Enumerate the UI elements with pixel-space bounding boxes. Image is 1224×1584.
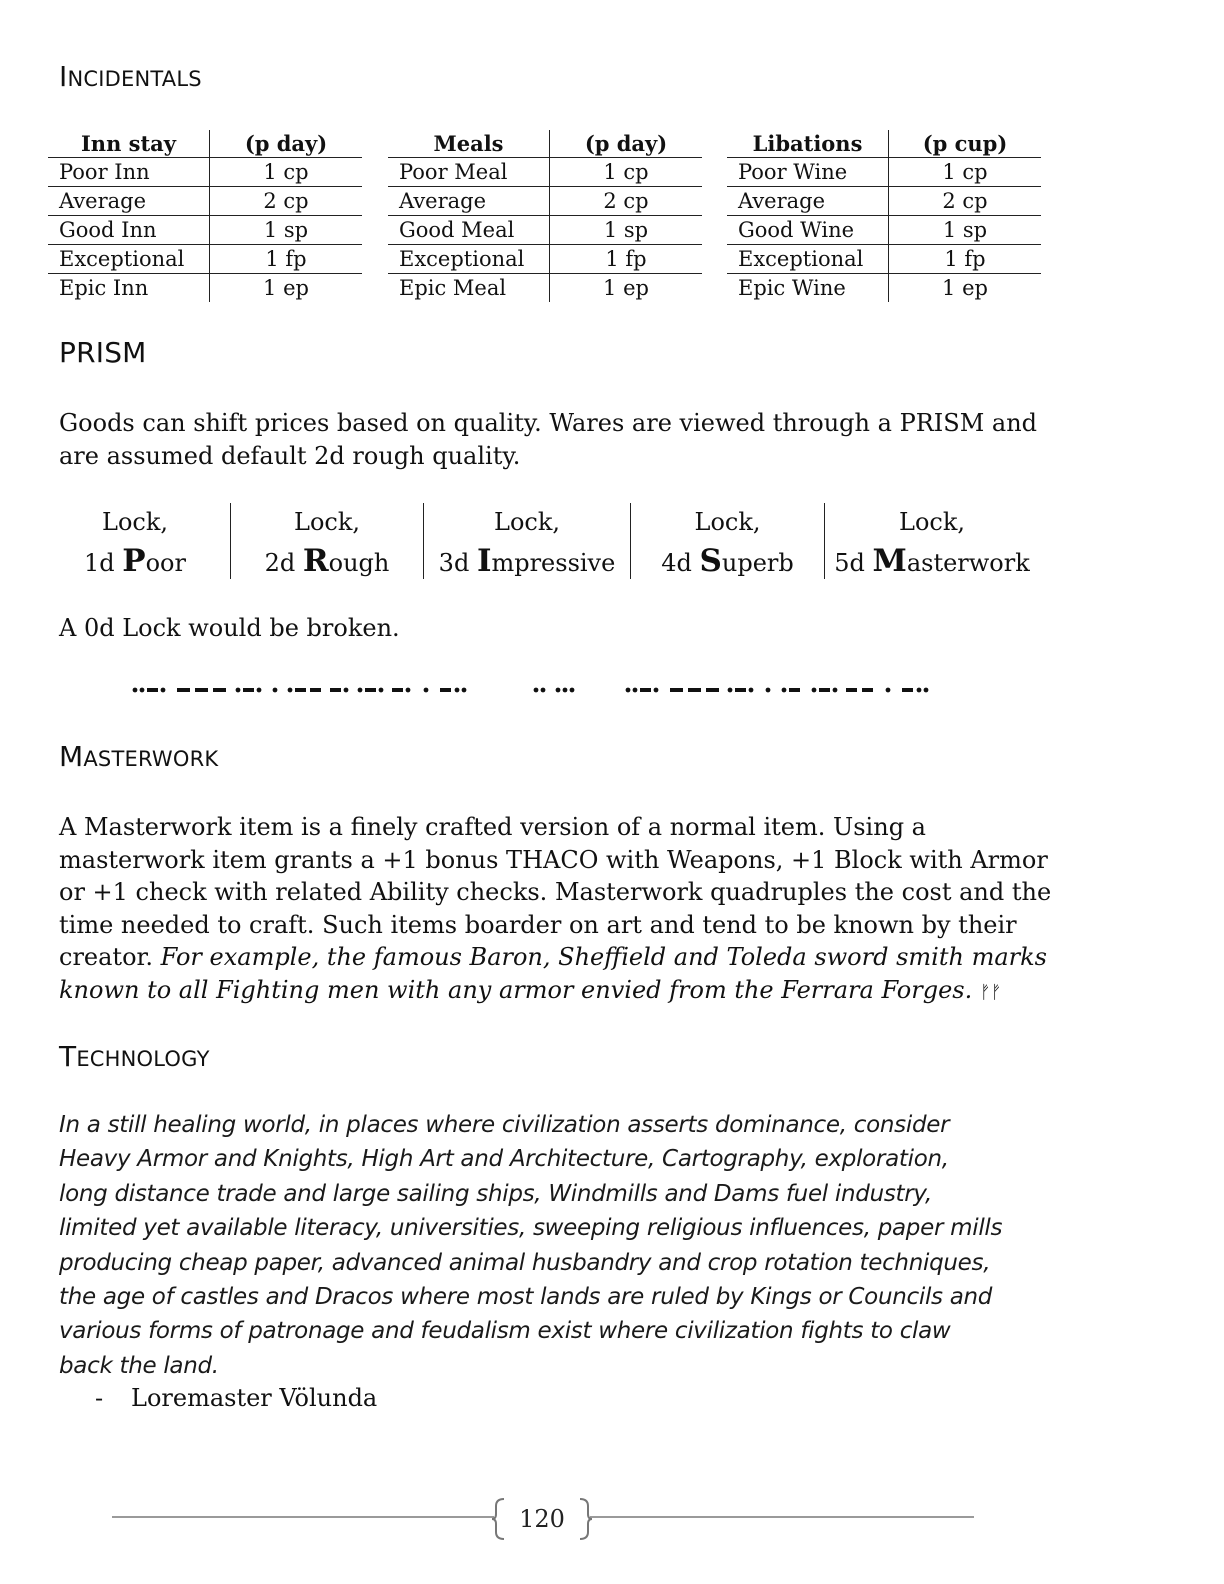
price-cell: 2 cp [210,187,363,216]
item-cell: Poor Wine [727,158,889,187]
prism-level-masterwork [824,503,1039,579]
example-text: known to all Fighting men with any armor envied from the Ferrara Forges. [59,975,973,1004]
table-row [727,216,1041,245]
inn-stay-table [48,130,362,302]
attribution-dash: - [95,1384,104,1412]
quote-line: In a still healing world, in places where civilization asserts dominance, consider [59,1112,950,1138]
rune-mark-icon: ᚠᚠ [979,981,1002,1003]
incidentals-heading: INCIDENTALS [59,60,202,93]
item-cell: Poor Meal [388,158,550,187]
item-cell: Epic Wine [727,274,889,303]
price-cell: 1 sp [210,216,363,245]
price-cell: 1 ep [942,276,988,300]
masterwork-paragraph [59,811,1051,1009]
quote-attribution [95,1384,377,1412]
item-cell: Average [388,187,550,216]
item-cell: Average [727,187,889,216]
item-cell: Poor Inn [48,158,210,187]
quote-line: Heavy Armor and Knights, High Art and Architecture, Cartography, exploration, [59,1146,949,1173]
prism-heading: PRISM [59,336,147,369]
table-header-row [48,130,362,158]
meals-table [388,130,702,302]
item-cell: Epic Meal [388,274,550,303]
price-cell: 1 fp [550,245,703,274]
column-header-price: (p cup) [889,130,1042,158]
masterwork-heading: MASTERWORK [59,740,219,773]
quote-line: the age of castles and Dracos where most lands are ruled by Kings or Councils and [59,1284,993,1311]
price-cell: 1 cp [550,158,703,187]
column-header-price: (p day) [550,130,703,158]
table-row [48,187,362,216]
footer-rule-left [112,1516,494,1518]
table-row [388,187,702,216]
table-row [48,216,362,245]
table-header-row [388,130,702,158]
technology-quote [59,1108,1059,1383]
column-header-item: Inn stay [48,130,210,158]
text-line: masterwork item grants a +1 bonus THACO with Weapons, +1 Block with Armor [59,845,1048,874]
prism-level-label: Lock, [694,508,761,536]
prism-levels [40,503,1040,579]
decorative-divider [130,670,950,696]
prism-intro-line-1: Goods can shift prices based on quality. Wares are viewed through a PRISM and [59,409,1038,437]
prism-level-impressive [423,503,630,579]
table-row [727,274,1041,303]
table-row [727,158,1041,187]
price-cell: 2 cp [889,187,1042,216]
price-cell: 1 cp [889,158,1042,187]
item-cell: Exceptional [727,245,889,274]
table-row [388,274,702,303]
broken-lock-note: A 0d Lock would be broken. [59,614,400,642]
text-line: or +1 check with related Ability checks. Masterwork quadruples the cost and the [59,878,1052,906]
prism-level-label: Lock, [899,508,965,536]
quote-line: limited yet available literacy, universities, sweeping religious influences, paper mills [59,1215,1003,1242]
prism-level-value: 2d Rough [264,543,390,579]
page-number: 120 [519,1505,565,1533]
item-cell: Exceptional [48,245,210,274]
column-header-price: (p day) [210,130,363,158]
libations-table [727,130,1041,302]
item-cell: Good Inn [48,216,210,245]
table-row [727,187,1041,216]
price-cell: 1 sp [550,216,703,245]
prism-level-value: 3d Impressive [438,543,616,579]
table-row [388,216,702,245]
price-cell: 1 ep [603,276,649,300]
prism-intro-line-2: are assumed default 2d rough quality. [59,441,521,470]
price-cell: 1 ep [263,276,309,300]
table-row [727,245,1041,274]
prism-level-superb [630,503,824,579]
table-row [48,274,362,303]
prism-intro [59,407,1037,472]
item-cell: Good Meal [388,216,550,245]
quote-line: producing cheap paper, advanced animal husbandry and crop rotation techniques, [59,1249,991,1276]
quote-line: long distance trade and large sailing ships, Windmills and Dams fuel industry, [59,1180,932,1207]
price-cell: 1 fp [210,245,363,274]
prism-level-label: Lock, [102,508,168,536]
prism-level-rough [230,503,423,579]
prism-level-label: Lock, [294,508,360,536]
text-line: A Masterwork item is a finely crafted version of a normal item. Using a [59,813,926,841]
item-cell: Exceptional [388,245,550,274]
prism-level-value: 1d Poor [84,543,186,579]
item-cell: Average [48,187,210,216]
column-header-item: Libations [727,130,889,158]
price-cell: 1 fp [889,245,1042,274]
price-cell: 1 cp [210,158,363,187]
prism-level-value: 4d Superb [661,543,794,579]
table-row [48,158,362,187]
column-header-item: Meals [388,130,550,158]
text-line: time needed to craft. Such items boarder on art and tend to be known by their [59,910,1017,939]
price-cell: 2 cp [550,187,703,216]
table-header-row [727,130,1041,158]
footer-rule-right [590,1516,974,1518]
text-line: creator. [59,943,161,971]
table-row [388,245,702,274]
quote-line: back the land. [59,1352,219,1379]
example-text: For example, the famous Baron, Sheffield and Toleda sword smith marks [160,943,1047,971]
prism-level-value: 5d Masterwork [834,543,1030,579]
attribution-name: Loremaster Völunda [131,1384,378,1412]
table-row [48,245,362,274]
technology-heading: TECHNOLOGY [59,1040,210,1073]
item-cell: Good Wine [727,216,889,245]
prism-level-label: Lock, [494,508,560,536]
table-row [388,158,702,187]
prism-level-poor [40,503,230,579]
item-cell: Epic Inn [48,274,210,303]
price-cell: 1 sp [889,216,1042,245]
quote-line: various forms of patronage and feudalism exist where civilization fights to claw [59,1318,951,1345]
